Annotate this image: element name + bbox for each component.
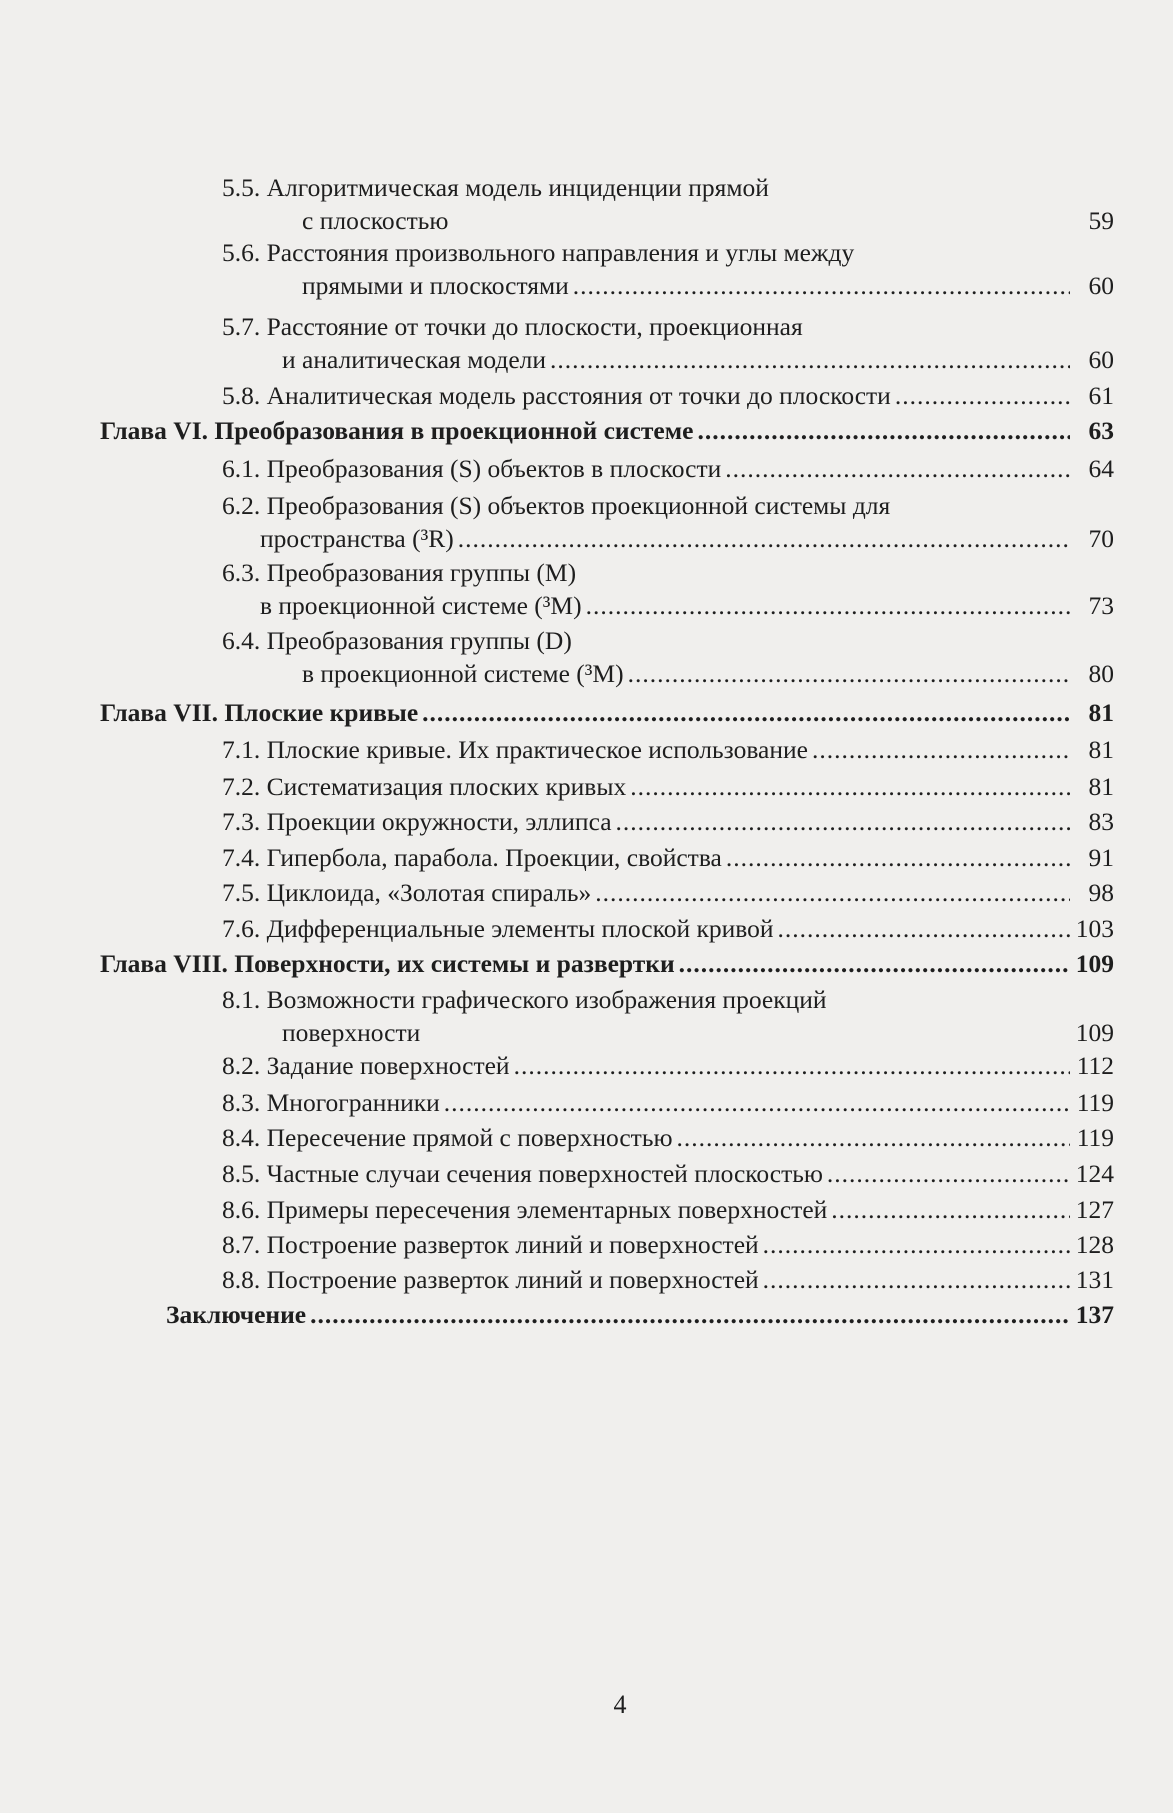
toc-entry-page: 80 (1088, 659, 1114, 688)
toc-entry (222, 1086, 1114, 1119)
leader-dots (812, 733, 1070, 766)
toc-entry (222, 556, 1114, 622)
leader-dots (831, 1193, 1070, 1226)
leader-dots (726, 841, 1070, 874)
toc-entry (222, 770, 1114, 803)
toc-entry (222, 624, 1114, 690)
toc-entry-page: 83 (1088, 807, 1114, 836)
toc-entry-page: 60 (1088, 271, 1114, 300)
toc-entry-page: 61 (1088, 381, 1114, 410)
toc-entry-page: 60 (1088, 345, 1114, 374)
leader-dots (778, 912, 1070, 945)
toc-entry-title: в проекционной системе (³M) (260, 591, 582, 620)
toc-entry (222, 452, 1114, 485)
toc-chapter (100, 696, 1114, 729)
toc-entry-title: прямыми и плоскостями (302, 271, 569, 300)
toc-entry-page: 81 (1088, 698, 1114, 727)
toc-entry-title: 7.1. Плоские кривые. Их практическое использование (222, 735, 808, 764)
toc-entry-title: 8.2. Задание поверхностей (222, 1051, 510, 1080)
leader-dots (725, 452, 1070, 485)
leader-dots (763, 1228, 1070, 1261)
toc-entry-line: 5.6. Расстояния произвольного направления и углы между (222, 238, 855, 267)
toc-entry-page: 70 (1088, 524, 1114, 553)
toc-entry (222, 1049, 1114, 1082)
toc-entry (222, 236, 1114, 302)
leader-dots (422, 696, 1070, 729)
leader-dots (310, 1298, 1070, 1331)
leader-dots (628, 657, 1070, 690)
toc-entry-page: 112 (1076, 1051, 1114, 1080)
toc-entry-page: 119 (1076, 1123, 1114, 1152)
toc-entry-line: 8.1. Возможности графического изображения проекций (222, 985, 827, 1014)
toc-entry-title: 8.6. Примеры пересечения элементарных поверхностей (222, 1195, 828, 1224)
toc-entry-line: 6.2. Преобразования (S) объектов проекционной системы для (222, 491, 891, 520)
toc-entry (222, 310, 1114, 376)
toc-entry-title: Заключение (166, 1300, 307, 1329)
leader-dots (458, 522, 1070, 555)
toc-entry (222, 983, 1114, 1049)
toc-entry-page: 124 (1075, 1159, 1114, 1188)
toc-entry-page: 81 (1088, 772, 1114, 801)
toc-entry-page: 73 (1088, 591, 1114, 620)
toc-entry-title: 7.3. Проекции окружности, эллипса (222, 807, 612, 836)
toc-entry (222, 1228, 1114, 1261)
leader-dots (573, 269, 1070, 302)
toc-entry-title: 7.4. Гипербола, парабола. Проекции, свойства (222, 843, 722, 872)
toc-entry-page: 98 (1088, 878, 1114, 907)
toc-chapter (100, 947, 1114, 980)
toc-entry-page: 81 (1088, 735, 1114, 764)
toc-entry (222, 912, 1114, 945)
toc-entry-line: 5.5. Алгоритмическая модель инциденции прямой (222, 173, 769, 202)
toc-entry-line: 6.4. Преобразования группы (D) (222, 626, 572, 655)
toc-entry-page: 59 (1088, 206, 1114, 235)
toc-entry-title: 7.5. Циклоида, «Золотая спираль» (222, 878, 592, 907)
toc-entry-page: 131 (1075, 1265, 1114, 1294)
toc-entry-title: 7.6. Дифференциальные элементы плоской кривой (222, 914, 774, 943)
leader-dots (586, 589, 1070, 622)
toc-chapter (166, 1298, 1114, 1331)
toc-entry-page: 127 (1075, 1195, 1114, 1224)
toc-entry-title: 7.2. Систематизация плоских кривых (222, 772, 627, 801)
toc-entry-title: 8.8. Построение разверток линий и поверхностей (222, 1265, 759, 1294)
toc-entry-title: Глава VIII. Поверхности, их системы и развертки (100, 949, 675, 978)
leader-dots (595, 876, 1070, 909)
leader-dots (697, 414, 1070, 447)
toc-entry-title: 5.8. Аналитическая модель расстояния от точки до плоскости (222, 381, 891, 410)
toc-entry-line: 5.7. Расстояние от точки до плоскости, проекционная (222, 312, 803, 341)
leader-dots (550, 343, 1070, 376)
leader-dots (616, 805, 1070, 838)
toc-entry-line: 6.3. Преобразования группы (M) (222, 558, 577, 587)
toc-entry (222, 489, 1114, 555)
toc-entry-title: 8.5. Частные случаи сечения поверхностей плоскостью (222, 1159, 823, 1188)
toc-entry-title: 8.7. Построение разверток линий и поверхностей (222, 1230, 759, 1259)
toc-entry (222, 876, 1114, 909)
leader-dots (514, 1049, 1070, 1082)
leader-dots (827, 1157, 1070, 1190)
toc-entry-title: в проекционной системе (³M) (302, 659, 624, 688)
toc-entry-page: 109 (1075, 1018, 1114, 1047)
toc-entry (222, 379, 1114, 412)
toc-entry-title: 8.4. Пересечение прямой с поверхностью (222, 1123, 673, 1152)
toc-entry-title: и аналитическая модели (282, 345, 547, 374)
toc-entry-title: с плоскостью (302, 206, 449, 235)
toc-entry (222, 1193, 1114, 1226)
toc-entry-title: пространства (³R) (260, 524, 454, 553)
toc-entry-title: 6.1. Преобразования (S) объектов в плоскости (222, 454, 722, 483)
toc-entry-title: Глава VII. Плоские кривые (100, 698, 419, 727)
toc-entry (222, 171, 1114, 237)
page-number: 4 (613, 1690, 627, 1719)
toc-chapter (100, 414, 1114, 447)
leader-dots (677, 1121, 1070, 1154)
leader-dots (763, 1263, 1070, 1296)
toc-entry (222, 1157, 1114, 1190)
leader-dots (895, 379, 1070, 412)
toc-entry-title: 8.3. Многогранники (222, 1088, 440, 1117)
toc-entry-page: 103 (1075, 914, 1114, 943)
toc-entry-page: 137 (1075, 1300, 1114, 1329)
leader-dots (630, 770, 1070, 803)
leader-dots (444, 1086, 1070, 1119)
toc-entry-page: 119 (1076, 1088, 1114, 1117)
toc-entry (222, 841, 1114, 874)
toc-entry (222, 733, 1114, 766)
toc-entry-title: поверхности (282, 1018, 421, 1047)
toc-entry-title: Глава VI. Преобразования в проекционной системе (100, 416, 694, 445)
toc-entry-page: 63 (1088, 416, 1114, 445)
toc-entry-page: 128 (1075, 1230, 1114, 1259)
leader-dots (679, 947, 1070, 980)
toc-entry-page: 109 (1075, 949, 1114, 978)
toc-entry-page: 91 (1088, 843, 1114, 872)
toc-entry (222, 805, 1114, 838)
toc-entry-page: 64 (1088, 454, 1114, 483)
toc-entry (222, 1263, 1114, 1296)
toc-entry (222, 1121, 1114, 1154)
